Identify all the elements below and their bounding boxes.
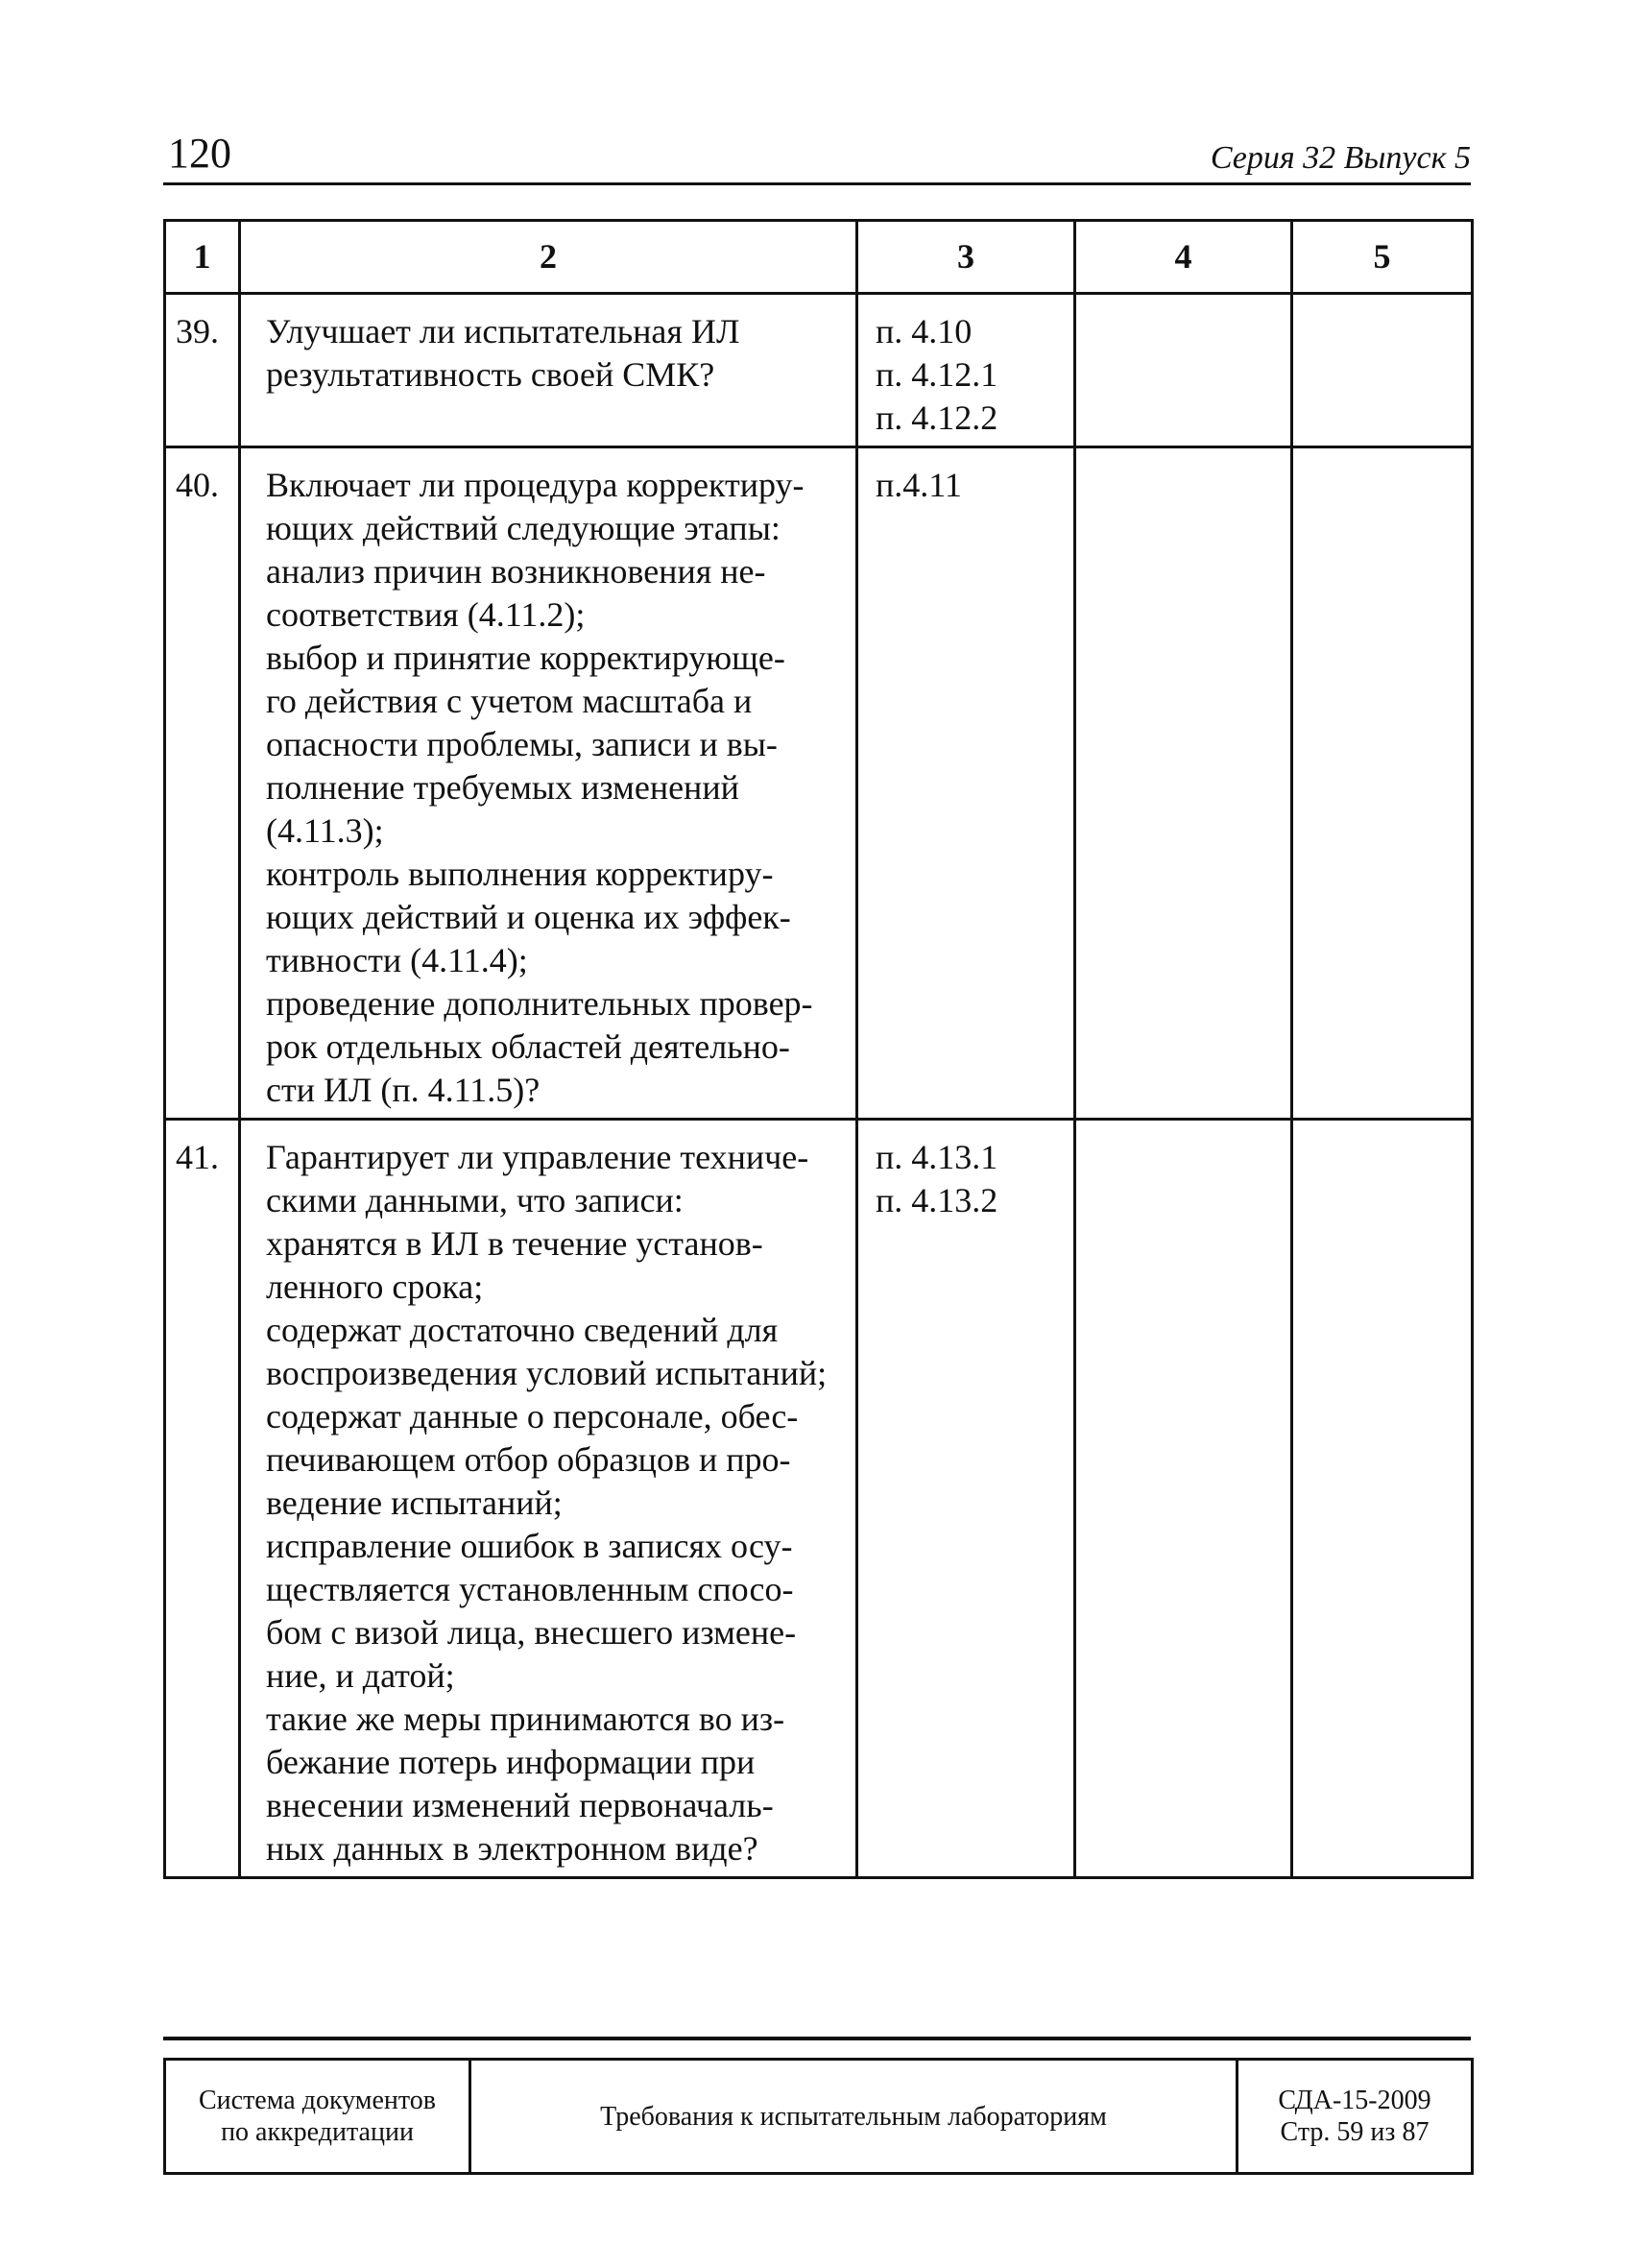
question-line: сти ИЛ (п. 4.11.5)? (266, 1071, 541, 1109)
question-line: результативность своей СМК? (266, 355, 715, 394)
question-line: хранятся в ИЛ в течение установ- (266, 1224, 763, 1263)
footer-system-cell (165, 2060, 470, 2174)
question-line: проведение дополнительных провер- (266, 984, 813, 1023)
question-line: рок отдельных областей деятельно- (266, 1027, 790, 1066)
page-number: 120 (168, 130, 231, 177)
question-cell (240, 294, 857, 447)
question-line: ющих действий следующие этапы: (266, 509, 781, 547)
question-line: внесении изменений первоначаль- (266, 1786, 774, 1824)
header-rule (163, 182, 1471, 185)
row-number: 39. (165, 294, 240, 447)
column-5-cell (1292, 294, 1473, 447)
column-header-2: 2 (240, 221, 857, 294)
question-line: ние, и датой; (266, 1656, 455, 1695)
requirements-table (163, 219, 1474, 1879)
reference-clause: п. 4.13.1 (876, 1138, 998, 1176)
question-line: бежание потерь информации при (266, 1743, 756, 1781)
question-line: ведение испытаний; (266, 1484, 563, 1522)
question-line: бом с визой лица, внесшего измене- (266, 1613, 797, 1652)
question-line: содержат достаточно сведений для (266, 1311, 779, 1349)
footer-table (163, 2058, 1474, 2175)
question-cell (240, 1120, 857, 1878)
column-header-4: 4 (1075, 221, 1292, 294)
column-header-3: 3 (857, 221, 1075, 294)
question-cell (240, 447, 857, 1120)
reference-clause: п. 4.10 (876, 312, 973, 350)
question-line: исправление ошибок в записях осу- (266, 1527, 793, 1565)
question-line: соответствия (4.11.2); (266, 595, 586, 634)
series-title: Серия 32 Выпуск 5 (1210, 140, 1471, 176)
column-header-5: 5 (1292, 221, 1473, 294)
reference-clause: п. 4.13.2 (876, 1181, 998, 1219)
reference-cell (857, 294, 1075, 447)
question-line: воспроизведения условий испытаний; (266, 1354, 828, 1392)
question-line: такие же меры принимаются во из- (266, 1700, 785, 1738)
question-line: Включает ли процедура корректиру- (266, 466, 805, 504)
footer-title-cell (470, 2060, 1238, 2174)
column-header-1: 1 (165, 221, 240, 294)
question-line: полнение требуемых изменений (266, 768, 739, 807)
question-line: контроль выполнения корректиру- (266, 855, 774, 893)
table-header-row (165, 221, 1473, 294)
question-line: го действия с учетом масштаба и (266, 682, 753, 720)
footer-system-line-1: Система документов (198, 2086, 436, 2115)
question-line: Улучшает ли испытательная ИЛ (266, 312, 740, 350)
footer-rule (163, 2037, 1471, 2040)
question-line: тивности (4.11.4); (266, 941, 528, 979)
question-line: анализ причин возникновения не- (266, 552, 766, 591)
footer-page-info: Стр. 59 из 87 (1280, 2117, 1430, 2147)
question-line: содержат данные о персонале, обес- (266, 1397, 799, 1436)
column-5-cell (1292, 447, 1473, 1120)
table-body (165, 294, 1473, 1878)
question-line: скими данными, что записи: (266, 1181, 684, 1219)
question-line: ществляется установленным спосо- (266, 1570, 794, 1608)
column-4-cell (1075, 294, 1292, 447)
question-line: опасности проблемы, записи и вы- (266, 725, 778, 763)
footer-title: Требования к испытательным лабораториям (600, 2101, 1107, 2132)
reference-clause: п.4.11 (876, 466, 962, 504)
question-line: выбор и принятие корректирующе- (266, 639, 785, 677)
table-row (165, 294, 1473, 447)
question-line: (4.11.3); (266, 811, 384, 850)
column-5-cell (1292, 1120, 1473, 1878)
footer-doc-cell (1238, 2060, 1473, 2174)
table-row (165, 1120, 1473, 1878)
question-line: Гарантирует ли управление техниче- (266, 1138, 809, 1176)
reference-cell (857, 1120, 1075, 1878)
row-number: 40. (165, 447, 240, 1120)
reference-clause: п. 4.12.1 (876, 355, 998, 394)
reference-cell (857, 447, 1075, 1120)
question-line: ющих действий и оценка их эффек- (266, 898, 791, 936)
column-4-cell (1075, 1120, 1292, 1878)
footer-doc-code: СДА-15-2009 (1278, 2086, 1431, 2115)
question-line: ных данных в электронном виде? (266, 1829, 758, 1868)
question-line: печивающем отбор образцов и про- (266, 1440, 791, 1479)
table-row (165, 447, 1473, 1120)
footer-system-line-2: по аккредитации (221, 2117, 414, 2147)
row-number: 41. (165, 1120, 240, 1878)
question-line: ленного срока; (266, 1267, 484, 1306)
column-4-cell (1075, 447, 1292, 1120)
reference-clause: п. 4.12.2 (876, 398, 998, 437)
